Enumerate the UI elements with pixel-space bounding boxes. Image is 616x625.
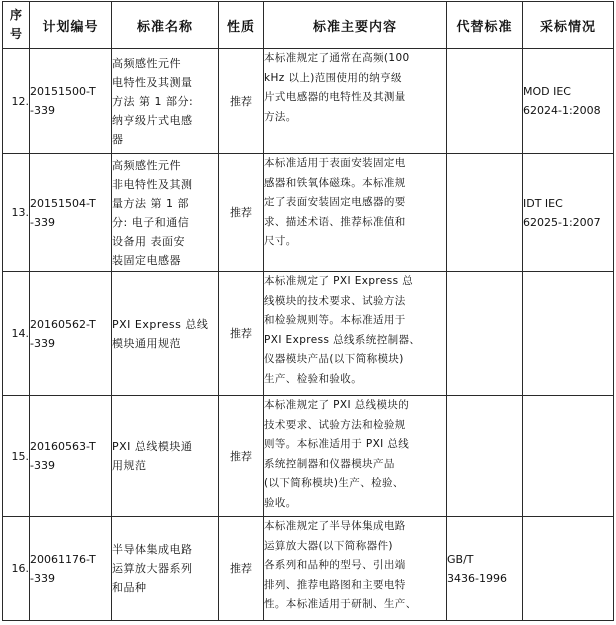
standard-content-line: 各系列和品种的型号、引出端	[264, 559, 406, 571]
standard-name-line: 半导体集成电路	[112, 543, 193, 556]
standard-content-line: 定了表面安装固定电感器的要	[264, 196, 406, 208]
row-number: 16.	[3, 517, 30, 621]
standard-nature: 推荐	[219, 154, 264, 272]
plan-number	[30, 272, 112, 396]
plan-number-line: -339	[30, 459, 55, 472]
plan-number-line: 20160563-T	[30, 440, 96, 453]
adoption-status	[523, 517, 614, 621]
header-row	[3, 2, 614, 49]
replaced-standard-line: 3436-1996	[447, 571, 507, 585]
plan-number-line: -339	[30, 571, 55, 585]
standard-content-line: 和检验规则等。本标准适用于	[264, 314, 406, 326]
table-row	[3, 396, 614, 517]
col-header-adopt: 采标情况	[523, 2, 614, 49]
standard-content-line: 本标准规定了半导体集成电路	[264, 520, 406, 532]
standard-name-line: 装固定电感器	[112, 253, 181, 267]
plan-number-line: -339	[30, 104, 55, 117]
plan-number	[30, 154, 112, 272]
col-header-content: 标准主要内容	[264, 2, 447, 49]
standard-name-line: 电特性及其测量	[112, 75, 193, 89]
standard-name-line: 设备用 表面安	[112, 234, 185, 248]
row-number: 12.	[3, 49, 30, 154]
replaced-standard	[447, 154, 523, 272]
row-number: 14.	[3, 272, 30, 396]
standard-name-line: 器	[112, 132, 124, 146]
standard-content-line: 本标准规定了 PXI Express 总	[264, 275, 414, 287]
adoption-status	[523, 396, 614, 517]
row-number: 15.	[3, 396, 30, 517]
adoption-status	[523, 154, 614, 272]
standards-table	[2, 1, 614, 621]
standard-name	[112, 272, 219, 396]
standard-nature: 推荐	[219, 272, 264, 396]
standard-name-line: 量方法 第 1 部	[112, 196, 189, 210]
row-number: 13.	[3, 154, 30, 272]
plan-number-line: 20160562-T	[30, 317, 96, 331]
standard-content-line: 运算放大器(以下简称器件)	[264, 539, 393, 552]
standard-name-line: 用规范	[112, 459, 147, 472]
standard-content	[264, 49, 447, 154]
table-row	[3, 517, 614, 621]
standard-name-line: 运算放大器系列	[112, 562, 193, 575]
standard-nature: 推荐	[219, 49, 264, 154]
standard-content-line: 本标准规定了 PXI 总线模块的	[264, 399, 410, 411]
standard-content-line: 生产、检验和验收。	[264, 372, 363, 385]
standard-name-line: PXI Express 总线	[112, 317, 209, 331]
standard-content-line: 尺寸。	[264, 235, 297, 247]
standard-content-line: 本标准规定了通常在高频(100	[264, 52, 410, 64]
standard-nature: 推荐	[219, 396, 264, 517]
standard-content-line: 技术要求、试验方法和检验规	[264, 418, 406, 431]
plan-number-line: 20151500-T	[30, 85, 96, 98]
standard-content-line: 则等。本标准适用于 PXI 总线	[264, 438, 410, 450]
col-header-no: 序 号	[3, 2, 30, 49]
standard-nature: 推荐	[219, 517, 264, 621]
adoption-status-line: IDT IEC	[523, 196, 563, 210]
standard-content	[264, 396, 447, 517]
standard-content-line: PXI Express 总线系统控制器、	[264, 333, 421, 346]
adoption-status-line: 62024-1:2008	[523, 104, 601, 117]
adoption-status-line: MOD IEC	[523, 85, 571, 98]
standard-name-line: 模块通用规范	[112, 336, 181, 350]
standard-name	[112, 154, 219, 272]
replaced-standard	[447, 49, 523, 154]
col-header-replace: 代替标准	[447, 2, 523, 49]
standard-name	[112, 396, 219, 517]
table-row	[3, 154, 614, 272]
adoption-status	[523, 49, 614, 154]
adoption-status	[523, 272, 614, 396]
standard-name-line: PXI 总线模块通	[112, 440, 193, 453]
standard-name-line: 非电特性及其测	[112, 177, 193, 191]
plan-number	[30, 396, 112, 517]
standard-content-line: 线模块的技术要求、试验方法	[264, 294, 406, 307]
replaced-standard	[447, 517, 523, 621]
standard-name-line: 和品种	[112, 581, 147, 594]
standard-name-line: 方法 第 1 部分:	[112, 94, 194, 108]
standard-name-line: 高频感性元件	[112, 56, 181, 70]
standard-content-line: 感器和铁氧体磁珠。本标准规	[264, 176, 406, 189]
col-header-nature: 性质	[219, 2, 264, 49]
plan-number-line: 20151504-T	[30, 196, 96, 210]
standard-name-line: 分: 电子和通信	[112, 215, 190, 229]
standard-name-line: 纳亨级片式电感	[112, 113, 193, 127]
plan-number-line: 20061176-T	[30, 552, 96, 566]
standard-content-line: 仪器模块产品(以下简称模块)	[264, 353, 404, 365]
standard-content-line: 本标准适用于表面安装固定电	[264, 157, 406, 169]
standard-content	[264, 517, 447, 621]
adoption-status-line: 62025-1:2007	[523, 215, 601, 229]
standard-content-line: 排列、推荐电路图和主要电特	[264, 578, 406, 591]
standard-name-line: 高频感性元件	[112, 158, 181, 172]
replaced-standard	[447, 396, 523, 517]
standard-content	[264, 154, 447, 272]
standard-content-line: 系统控制器和仪器模块产品	[264, 457, 395, 470]
standard-content-line: 求、描述术语、推荐标准值和	[264, 215, 406, 228]
standard-content-line: 验收。	[264, 496, 297, 509]
col-header-name: 标准名称	[112, 2, 219, 49]
standard-content-line: kHz 以上)范围使用的纳亨级	[264, 71, 402, 84]
col-header-plan: 计划编号	[30, 2, 112, 49]
plan-number-line: -339	[30, 336, 55, 350]
plan-number	[30, 49, 112, 154]
standard-name	[112, 517, 219, 621]
table-row	[3, 49, 614, 154]
standard-content-line: (以下简称模块)生产、检验、	[264, 477, 404, 489]
table-row	[3, 272, 614, 396]
standard-name	[112, 49, 219, 154]
standard-content	[264, 272, 447, 396]
standard-content-line: 片式电感器的电特性及其测量	[264, 91, 406, 103]
plan-number-line: -339	[30, 215, 55, 229]
replaced-standard-line: GB/T	[447, 552, 474, 566]
replaced-standard	[447, 272, 523, 396]
standard-content-line: 方法。	[264, 110, 297, 123]
standard-content-line: 性。本标准适用于研制、生产、	[264, 598, 417, 610]
plan-number	[30, 517, 112, 621]
